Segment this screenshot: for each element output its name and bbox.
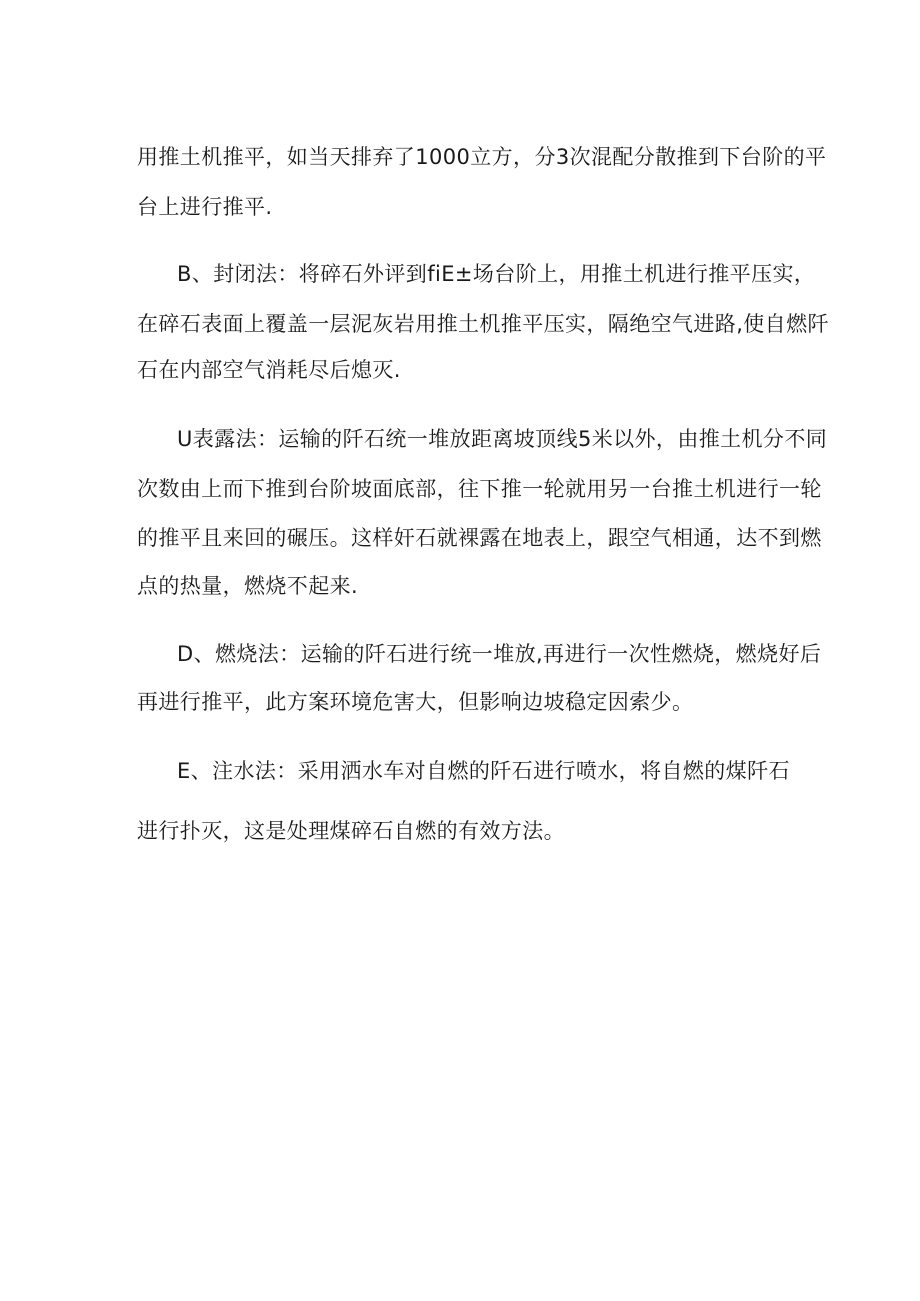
text-line: 石在内部空气消耗尽后熄灭. [137, 358, 401, 382]
text-line: 用推土机推平，如当天排弃了1000立方，分3次混配分散推到下台阶的平 [137, 145, 827, 169]
text-line: 进行扑灭，这是处理煤碎石自燃的有效方法。 [137, 819, 565, 843]
paragraph-b-heading-line: B、封闭法：将碎石外评到fiE±场台阶上，用推土机进行推平压实， [177, 262, 816, 286]
text-line: 在碎石表面上覆盖一层泥灰岩用推土机推平压实，隔绝空气进路,使自燃阡 [137, 312, 829, 336]
paragraph-u-heading-line: U表露法：运输的阡石统一堆放距离坡顶线5米以外，由推土机分不同 [177, 427, 828, 451]
paragraph-d-heading-line: D、燃烧法：运输的阡石进行统一堆放,再进行一次性燃烧，燃烧好后 [177, 642, 822, 666]
text-line: 台上进行推平. [137, 195, 273, 219]
paragraph-e-heading-line: E、注水法：采用洒水车对自燃的阡石进行喷水，将自燃的煤阡石 [177, 759, 790, 783]
text-line: 点的热量，燃烧不起来. [137, 574, 359, 598]
text-line: 的推平且来回的碾压。这样奸石就裸露在地表上，跟空气相通，达不到燃 [137, 526, 822, 550]
text-line: 次数由上而下推到台阶坡面底部，往下推一轮就用另一台推土机进行一轮 [137, 477, 822, 501]
text-line: 再进行推平，此方案环境危害大，但影响边坡稳定因索少。 [137, 690, 694, 714]
